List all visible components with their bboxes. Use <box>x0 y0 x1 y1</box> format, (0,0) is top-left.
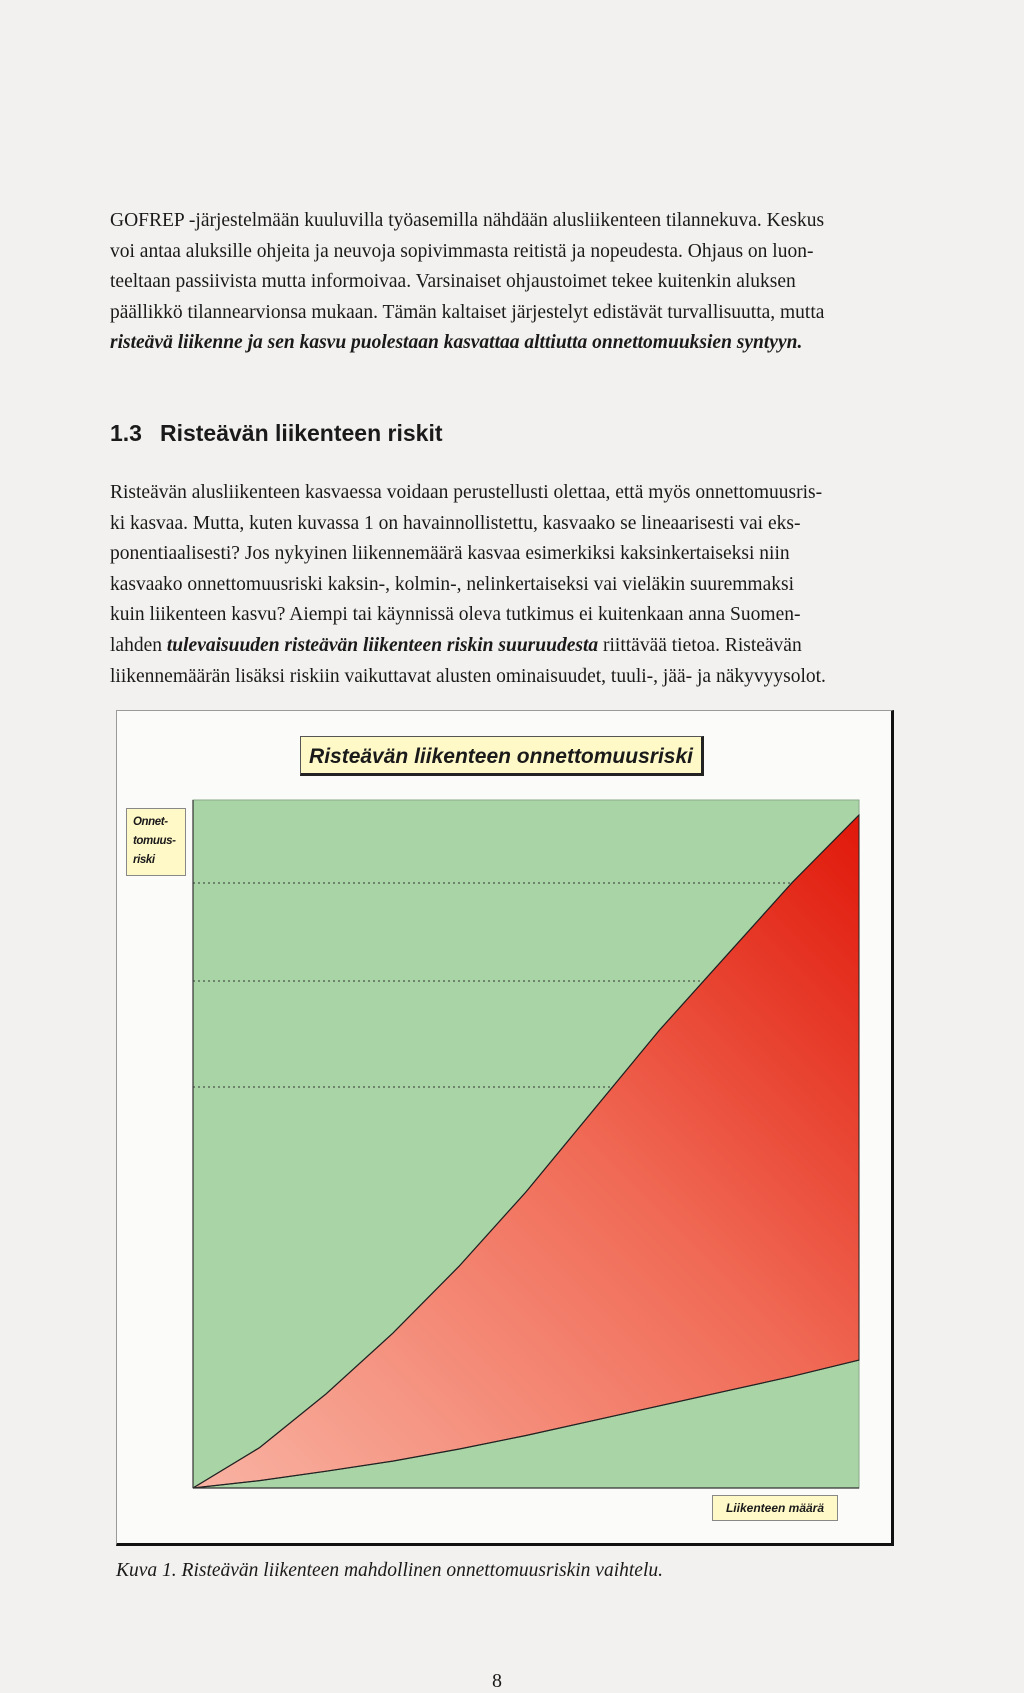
y-axis-label-line: riski <box>133 854 155 866</box>
emphasized-phrase: tulevaisuuden risteävän liikenteen riskin suuruudesta <box>166 634 599 656</box>
line-text-start: lahden <box>110 634 162 656</box>
paragraph-line: voi antaa aluksille ohjeita ja neuvoja sopivimmasta reitistä ja nopeudesta. Ohjaus on luon- <box>110 240 814 262</box>
page-number: 8 <box>492 1670 502 1692</box>
paragraph-line: kuin liikenteen kasvu? Aiempi tai käynnissä oleva tutkimus ei kuitenkaan anna Suomen- <box>110 604 801 626</box>
y-axis-label-line: tomuus- <box>133 835 176 847</box>
figure-caption: Kuva 1. Risteävän liikenteen mahdollinen onnettomuusriskin vaihtelu. <box>116 1560 663 1581</box>
paragraph-line: ponentiaalisesti? Jos nykyinen liikennemäärä kasvaa esimerkiksi kaksinkertaiseksi niin <box>110 543 790 565</box>
chart-title: Risteävän liikenteen onnettomuusriski <box>300 736 704 776</box>
paragraph-line: liikennemäärän lisäksi riskiin vaikuttavat alusten ominaisuudet, tuuli-, jää- ja näkyvyysolot. <box>110 665 826 687</box>
emphasized-sentence: risteävä liikenne ja sen kasvu puolestaan kasvattaa alttiutta onnettomuuksien syntyyn. <box>110 332 803 354</box>
line-text-end: riittävää tietoa. Risteävän <box>603 634 802 656</box>
x-axis-label: Liikenteen määrä <box>712 1495 838 1521</box>
section-title: Risteävän liikenteen riskit <box>159 420 443 446</box>
paragraph-line: päällikkö tilannearvionsa mukaan. Tämän kaltaiset järjestelyt edistävät turvallisuutta, mutta <box>110 301 825 323</box>
y-axis-label-line: Onnet- <box>133 816 168 828</box>
y-axis-label <box>126 808 186 876</box>
paragraph-line: teeltaan passiivista mutta informoivaa. Varsinaiset ohjaustoimet tekee kuitenkin aluksen <box>110 271 796 293</box>
paragraph-line: kasvaako onnettomuusriski kaksin-, kolmin-, nelinkertaiseksi vai vieläkin suuremmaksi <box>110 573 794 595</box>
paragraph-line: GOFREP -järjestelmään kuuluvilla työasemilla nähdään alusliikenteen tilannekuva. Keskus <box>110 210 825 231</box>
paragraph-line: ki kasvaa. Mutta, kuten kuvassa 1 on havainnollistettu, kasvaako se lineaarisesti vai eks- <box>110 512 801 534</box>
paragraph-line: Risteävän alusliikenteen kasvaessa voidaan perustellusti olettaa, että myös onnettomuusris- <box>110 482 823 503</box>
section-number: 1.3 <box>110 420 142 446</box>
